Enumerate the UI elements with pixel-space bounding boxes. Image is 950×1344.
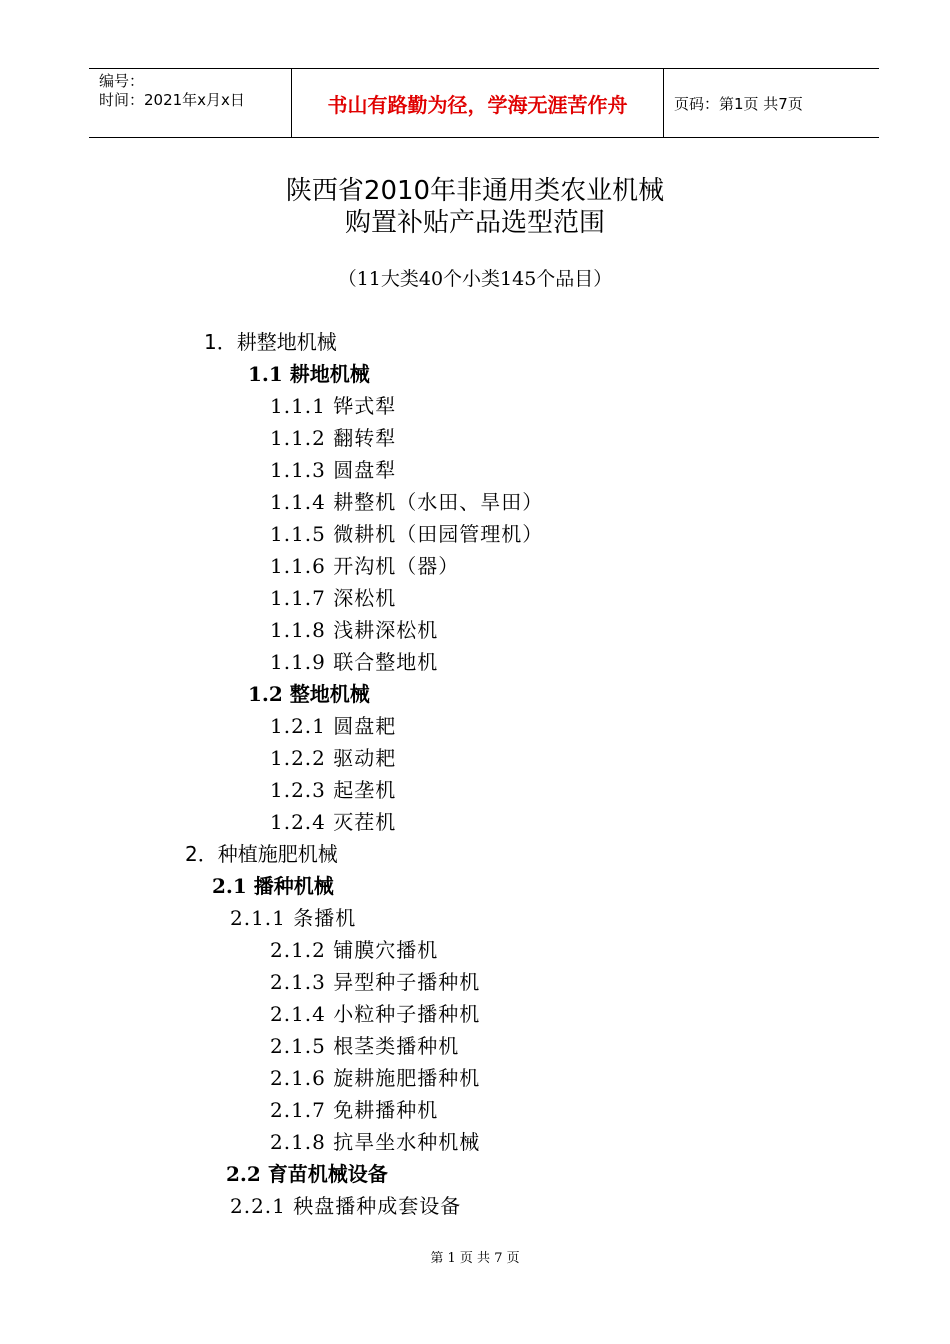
- product-item: 2.1.4 小粒种子播种机: [270, 1002, 481, 1026]
- subcategory-heading: 2.1 播种机械: [212, 874, 334, 898]
- header-divider: [663, 69, 664, 137]
- product-item: 2.1.3 异型种子播种机: [270, 970, 481, 994]
- header-meta: [99, 72, 245, 110]
- product-item: 1.1.4 耕整机（水田、旱田）: [270, 490, 544, 514]
- product-item: 1.1.3 圆盘犁: [270, 458, 397, 482]
- page-header: [89, 68, 879, 138]
- page-footer: 第 1 页 共 7 页: [430, 1251, 520, 1266]
- document-date-label: 时间：2021年x月x日: [99, 91, 245, 109]
- category-heading: 1．耕整地机械: [204, 330, 337, 354]
- product-item: 2.1.8 抗旱坐水种机械: [270, 1130, 481, 1154]
- product-item: 1.1.9 联合整地机: [270, 650, 439, 674]
- product-item: 1.1.7 深松机: [270, 586, 397, 610]
- product-item: 2.1.5 根茎类播种机: [270, 1034, 460, 1058]
- subcategory-heading: 1.2 整地机械: [248, 682, 370, 706]
- product-item: 1.1.6 开沟机（器）: [270, 554, 460, 578]
- product-item: 1.2.2 驱动耙: [270, 746, 397, 770]
- product-item: 2.1.6 旋耕施肥播种机: [270, 1066, 481, 1090]
- product-item: 1.2.3 起垄机: [270, 778, 397, 802]
- product-item: 2.1.7 免耕播种机: [270, 1098, 439, 1122]
- document-subtitle: （11大类40个小类145个品目）: [337, 268, 613, 290]
- header-motto: 书山有路勤为径，学海无涯苦作舟: [327, 92, 628, 117]
- document-number-label: 编号：: [99, 72, 145, 90]
- product-item: 1.2.4 灭茬机: [270, 810, 397, 834]
- product-item: 1.1.2 翻转犁: [270, 426, 397, 450]
- category-heading: 2．种植施肥机械: [185, 842, 338, 866]
- product-item: 1.2.1 圆盘耙: [270, 714, 397, 738]
- header-page-number: 页码：第1页 共7页: [674, 95, 803, 113]
- subcategory-heading: 2.2 育苗机械设备: [226, 1162, 388, 1186]
- product-item: 2.1.2 铺膜穴播机: [270, 938, 439, 962]
- product-item: 1.1.8 浅耕深松机: [270, 618, 439, 642]
- document-title-line2: 购置补贴产品选型范围: [344, 208, 605, 238]
- document-title-line1: 陕西省2010年非通用类农业机械: [285, 176, 665, 206]
- product-item: 2.1.1 条播机: [230, 906, 357, 930]
- product-item: 1.1.5 微耕机（田园管理机）: [270, 522, 544, 546]
- subcategory-heading: 1.1 耕地机械: [248, 362, 370, 386]
- product-item: 1.1.1 铧式犁: [270, 394, 397, 418]
- product-item: 2.2.1 秧盘播种成套设备: [230, 1194, 462, 1218]
